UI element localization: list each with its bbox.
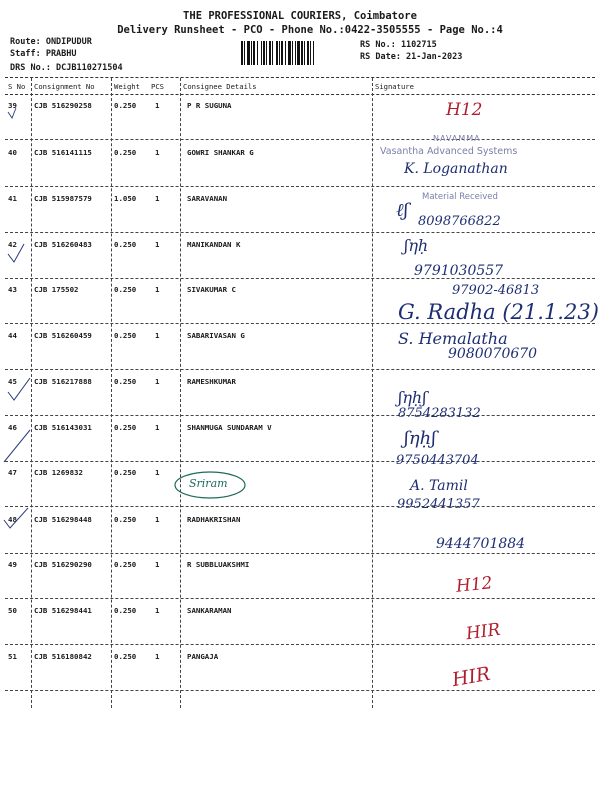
material-received-stamp: Material Received <box>422 192 498 202</box>
row-consignee: SARAVANAN <box>187 194 228 203</box>
row-weight: 0.250 <box>114 423 137 432</box>
row-pcs: 1 <box>155 606 160 615</box>
signature-40: K. Loganathan <box>404 161 508 177</box>
row-pcs: 1 <box>155 101 160 110</box>
phone-49: 9444701884 <box>436 536 526 552</box>
company-stamp: Vasantha Advanced Systems <box>380 146 518 157</box>
company-title: THE PROFESSIONAL COURIERS, Coimbatore <box>183 10 417 22</box>
route-label: Route: ONDIPUDUR <box>10 37 92 47</box>
row-weight: 0.250 <box>114 606 137 615</box>
row-sno: 45 <box>8 377 17 386</box>
handwritten-hir: HIR <box>450 662 493 692</box>
row-consignment: CJB 516298441 <box>34 606 92 615</box>
row-consignment: CJB 516143031 <box>34 423 92 432</box>
row-consignee: P R SUGUNA <box>187 101 232 110</box>
phone-45: 8754283132 <box>398 406 481 421</box>
stamp-text: NAVAMMA <box>433 134 481 143</box>
tick-mark <box>8 108 16 118</box>
signature-42: ʃηḥ <box>404 236 429 255</box>
signature-45: ʃηḥʃ <box>398 388 427 407</box>
row-sno: 46 <box>8 423 17 432</box>
signature-48: A. Tamil <box>410 478 468 494</box>
row-weight: 0.250 <box>114 560 137 569</box>
row-consignment: CJB 516141115 <box>34 148 92 157</box>
row-sno: 40 <box>8 148 17 157</box>
row-sno: 47 <box>8 468 17 477</box>
row-weight: 0.250 <box>114 148 137 157</box>
phone-46: 9750443704 <box>396 453 479 468</box>
row-consignment: CJB 1269832 <box>34 468 83 477</box>
phone-44: 9080070670 <box>448 346 538 362</box>
row-pcs: 1 <box>155 285 160 294</box>
tick-mark <box>4 508 28 528</box>
row-weight: 0.250 <box>114 515 137 524</box>
row-consignee: SABARIVASAN G <box>187 331 245 340</box>
row-consignment: CJB 516298448 <box>34 515 92 524</box>
row-weight: 0.250 <box>114 377 137 386</box>
row-consignment: CJB 516260459 <box>34 331 92 340</box>
signature-41: ℓʃ <box>396 200 409 221</box>
handwritten-h12: H12 <box>455 573 494 597</box>
handwritten-h12: H12 <box>446 100 483 120</box>
row-consignee: SIVAKUMAR C <box>187 285 236 294</box>
row-weight: 0.250 <box>114 468 137 477</box>
phone-42: 9791030557 <box>414 263 504 279</box>
row-weight: 1.050 <box>114 194 137 203</box>
row-sno: 39 <box>8 101 17 110</box>
drs-number: DRS No.: DCJB110271504 <box>10 63 123 73</box>
rs-number: RS No.: 1102715 <box>360 40 437 50</box>
row-weight: 0.250 <box>114 331 137 340</box>
row-sno: 42 <box>8 240 17 249</box>
row-consignee: GOWRI SHANKAR G <box>187 148 254 157</box>
row-consignee: SHANMUGA SUNDARAM V <box>187 423 272 432</box>
row-pcs: 1 <box>155 468 160 477</box>
row-pcs: 1 <box>155 652 160 661</box>
phone-43: 97902-46813 <box>452 283 540 298</box>
col-consignment: Consignment No <box>34 82 95 91</box>
row-pcs: 1 <box>155 240 160 249</box>
row-weight: 0.250 <box>114 285 137 294</box>
rs-date: RS Date: 21-Jan-2023 <box>360 52 463 62</box>
col-pcs: PCS <box>151 82 164 91</box>
signature-43: G. Radha (21.1.23) <box>398 300 599 324</box>
row-consignee: R SUBBLUAKSHMI <box>187 560 250 569</box>
row-sno: 49 <box>8 560 17 569</box>
handwritten-hir: HIR <box>464 619 502 645</box>
row-consignment: CJB 516290258 <box>34 101 92 110</box>
phone-41: 8098766822 <box>418 214 501 229</box>
row-weight: 0.250 <box>114 652 137 661</box>
col-weight: Weight <box>114 82 140 91</box>
row-pcs: 1 <box>155 377 160 386</box>
row-consignee: RADHAKRISHAN <box>187 515 241 524</box>
row-weight: 0.250 <box>114 240 137 249</box>
row-pcs: 1 <box>155 331 160 340</box>
row-consignment: CJB 516180842 <box>34 652 92 661</box>
phone-48: 9952441357 <box>397 497 480 512</box>
row-consignee: MANIKANDAN K <box>187 240 241 249</box>
col-signature: Signature <box>375 82 414 91</box>
staff-label: Staff: PRABHU <box>10 49 77 59</box>
tick-mark <box>8 244 24 262</box>
row-sno: 48 <box>8 515 17 524</box>
row-consignment: CJB 175502 <box>34 285 79 294</box>
row-weight: 0.250 <box>114 101 137 110</box>
row-pcs: 1 <box>155 560 160 569</box>
row-consignment: CJB 515987579 <box>34 194 92 203</box>
tick-mark <box>8 378 30 400</box>
row-sno: 51 <box>8 652 17 661</box>
row-consignee: RAMESHKUMAR <box>187 377 236 386</box>
row-consignee: SANKARAMAN <box>187 606 232 615</box>
row-sno: 43 <box>8 285 17 294</box>
row-sno: 44 <box>8 331 17 340</box>
row-sno: 50 <box>8 606 17 615</box>
row-pcs: 1 <box>155 515 160 524</box>
row-consignee: PANGAJA <box>187 652 219 661</box>
row-consignment: CJB 516217888 <box>34 377 92 386</box>
row-sno: 41 <box>8 194 17 203</box>
signature-44: S. Hemalatha <box>398 329 508 348</box>
tick-mark <box>4 430 30 462</box>
row-pcs: 1 <box>155 194 160 203</box>
circled-name-47: Sriram <box>189 477 228 490</box>
row-pcs: 1 <box>155 148 160 157</box>
row-consignment: CJB 516290290 <box>34 560 92 569</box>
signature-46: ʃηḥʃ <box>404 428 437 449</box>
row-pcs: 1 <box>155 423 160 432</box>
col-sno: S No <box>8 82 26 91</box>
runsheet-title: Delivery Runsheet - PCO - Phone No.:0422-3505555 - Page No.:4 <box>117 24 503 36</box>
row-consignment: CJB 516260483 <box>34 240 92 249</box>
col-consignee: Consignee Details <box>183 82 257 91</box>
